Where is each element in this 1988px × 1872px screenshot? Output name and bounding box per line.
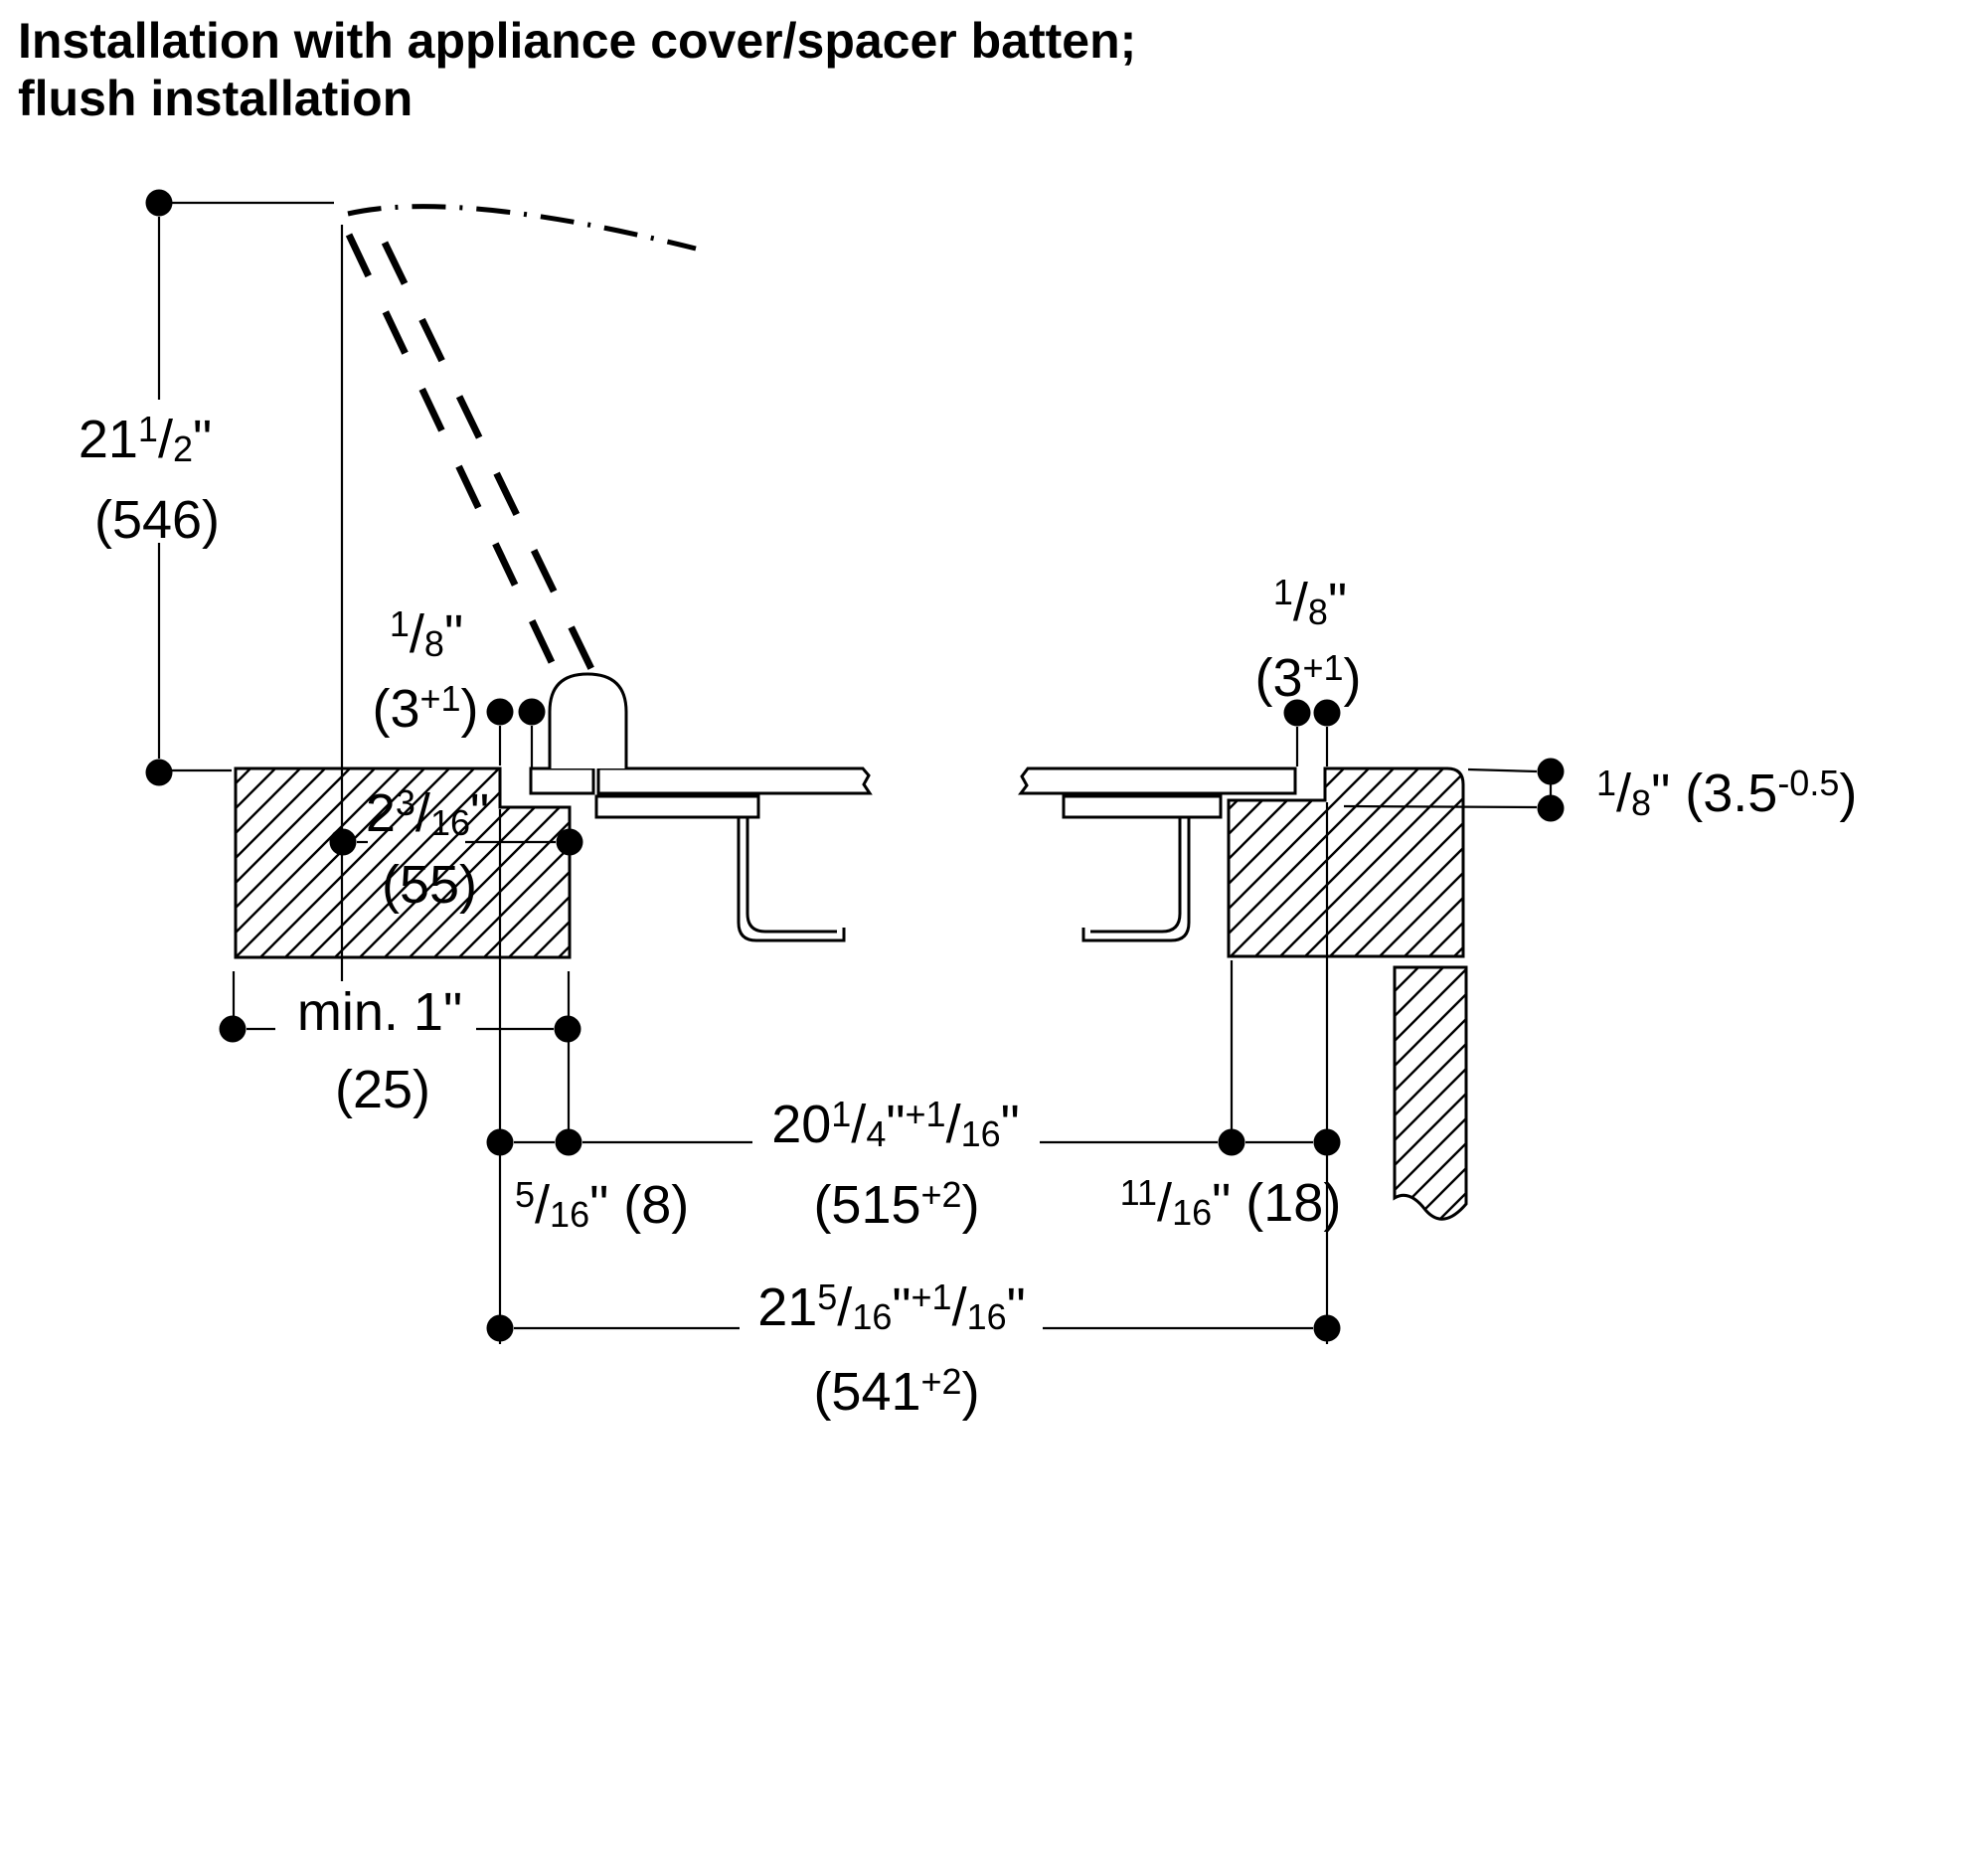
dim-cover-depth-in: $2^3/16$" xyxy=(365,782,490,843)
dim-cutout-in: $20^1/4"^{+1}/16$" xyxy=(771,1094,1020,1154)
dim-row-cutout xyxy=(487,1094,1342,1235)
right-side-panel xyxy=(1395,967,1466,1219)
left-worktop xyxy=(598,768,870,793)
door-swing-arc xyxy=(348,207,696,249)
dim-rebate-8: $^5$/16" (8) xyxy=(515,1174,690,1235)
dim-overall-mm: $(541^{+2})$ xyxy=(813,1361,980,1422)
dim-gap-right-mm: $(3^{+1})$ xyxy=(1254,647,1362,708)
extension-lines xyxy=(500,802,1327,1344)
dim-height-546 xyxy=(79,190,334,786)
dim-cover-depth-mm: (55) xyxy=(381,855,478,915)
left-mounting-bracket xyxy=(739,817,844,940)
dim-gap-right-in: $^1$/8" xyxy=(1272,572,1348,632)
control-knob xyxy=(550,674,626,768)
diagram-title-line1: Installation with appliance cover/spacer batten; xyxy=(18,13,1137,69)
right-mounting-bracket xyxy=(1083,817,1189,940)
dim-height-in: $21^1/2$" xyxy=(78,409,213,469)
dim-gap-left xyxy=(372,603,545,767)
dim-gap-left-in: $^1$/8" xyxy=(389,603,464,664)
door-open-dashed-lines xyxy=(349,235,593,677)
dim-height-mm: (546) xyxy=(93,490,221,550)
dim-gap-right xyxy=(1254,572,1361,766)
left-appliance-frame xyxy=(596,796,758,817)
dim-gap-left-mm: $(3^{+1})$ xyxy=(372,678,479,739)
dim-row-overall xyxy=(487,1276,1341,1422)
dim-rail-min-in: min. 1" xyxy=(296,982,463,1042)
dim-flush-in: $^1$/8" $(3.5^{-0.5})$ xyxy=(1596,763,1858,823)
right-appliance-frame xyxy=(1064,796,1221,817)
left-cover-batten xyxy=(531,768,593,793)
dim-cutout-mm: $(515^{+2})$ xyxy=(813,1174,980,1235)
diagram-title-line2: flush installation xyxy=(18,71,414,126)
right-cabinet-section xyxy=(1229,768,1463,956)
dim-rail-min-mm: (25) xyxy=(334,1060,431,1119)
right-worktop xyxy=(1021,768,1295,793)
dim-rail-min-25 xyxy=(220,971,581,1119)
dim-overall-in: $21^5/16"^{+1}/16$" xyxy=(757,1276,1026,1337)
dim-batten-18: $^{11}$/16" (18) xyxy=(1119,1172,1342,1233)
